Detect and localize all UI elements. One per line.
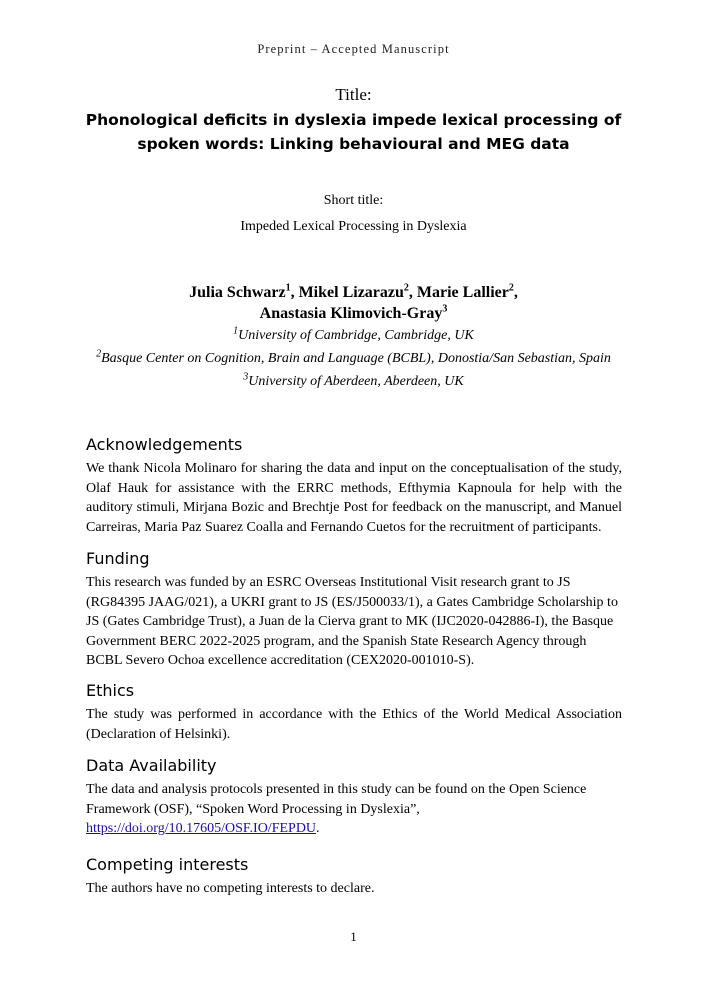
author-affil-mark: 1 [285, 282, 291, 294]
affiliation [0, 325, 707, 344]
author-separator: , [408, 284, 417, 301]
affiliation-text: Basque Center on Cognition, Brain and Language (BCBL), Donostia/San Sebastian, Spain [101, 351, 611, 366]
author-name: Anastasia Klimovich-Gray [259, 305, 443, 322]
author-separator: , [513, 284, 518, 301]
author-affil-mark: 2 [403, 282, 409, 294]
doi-link[interactable]: https://doi.org/10.17605/OSF.IO/FEPDU [86, 821, 317, 836]
ethics-heading: Ethics [86, 681, 135, 700]
acknowledgements-body: We thank Nicola Molinaro for sharing the data and input on the conceptualisation of the study, Olaf Hauk for assistance with the ERRC methods, Efthymia Kapnoula for help with the auditory stimuli, Mirjana Bozic and Brechtje Post for feedback on the manuscript, and Manuel Carreiras, Maria Paz Suarez Coalla and Fernando Cuetos for the recruitment of participants. [86, 461, 622, 535]
author-name: Marie Lallier [416, 284, 509, 301]
competing-interests-body: The authors have no competing interests to declare. [86, 881, 375, 896]
paper-title: Phonological deficits in dyslexia impede lexical processing of spoken words: Linking behavioural and MEG data [85, 111, 622, 153]
running-head: Preprint – Accepted Manuscript [257, 42, 450, 56]
data-availability-heading: Data Availability [86, 756, 217, 775]
author-name: Mikel Lizarazu [298, 284, 404, 301]
data-availability-period: . [316, 821, 320, 836]
affiliation-number: 3 [243, 371, 249, 383]
author-affil-mark: 2 [508, 282, 514, 294]
funding-body: This research was funded by an ESRC Overseas Institutional Visit research grant to JS (RG84395 JAAG/021), a UKRI grant to JS (ES/J500033/1), a Gates Cambridge Scholarship to JS (Gates Cambridge Trust), a Juan de la Cierva grant to MK (IJC2020-042886-I), the Basque Government BERC 2022-2025 program, and the Spanish State Research Agency through BCBL Severo Ochoa excellence accreditation (CEX2020-001010-S). [86, 575, 618, 668]
author-name: Julia Schwarz [189, 284, 286, 301]
title-label: Title: [335, 85, 372, 104]
page-number: 1 [350, 929, 357, 944]
funding-heading: Funding [86, 549, 150, 568]
author-list [0, 282, 707, 324]
author-separator: , [290, 284, 299, 301]
author-affil-mark: 3 [442, 303, 448, 315]
affiliation-number: 1 [233, 325, 239, 337]
acknowledgements-heading: Acknowledgements [86, 435, 243, 454]
affiliation [0, 348, 707, 367]
ethics-body: The study was performed in accordance with the Ethics of the World Medical Association (Declaration of Helsinki). [86, 707, 622, 742]
short-title: Impeded Lexical Processing in Dyslexia [240, 219, 467, 234]
short-title-label: Short title: [323, 193, 384, 208]
affiliation-text: University of Cambridge, Cambridge, UK [238, 328, 474, 343]
affiliation-number: 2 [96, 348, 102, 360]
data-availability-body [86, 780, 622, 839]
data-availability-text: The data and analysis protocols presented in this study can be found on the Open Science Framework (OSF), “Spoken Word Processing in Dyslexia”, [86, 782, 587, 817]
competing-interests-heading: Competing interests [86, 855, 249, 874]
affiliation-text: University of Aberdeen, Aberdeen, UK [248, 374, 464, 389]
affiliation [0, 371, 707, 390]
